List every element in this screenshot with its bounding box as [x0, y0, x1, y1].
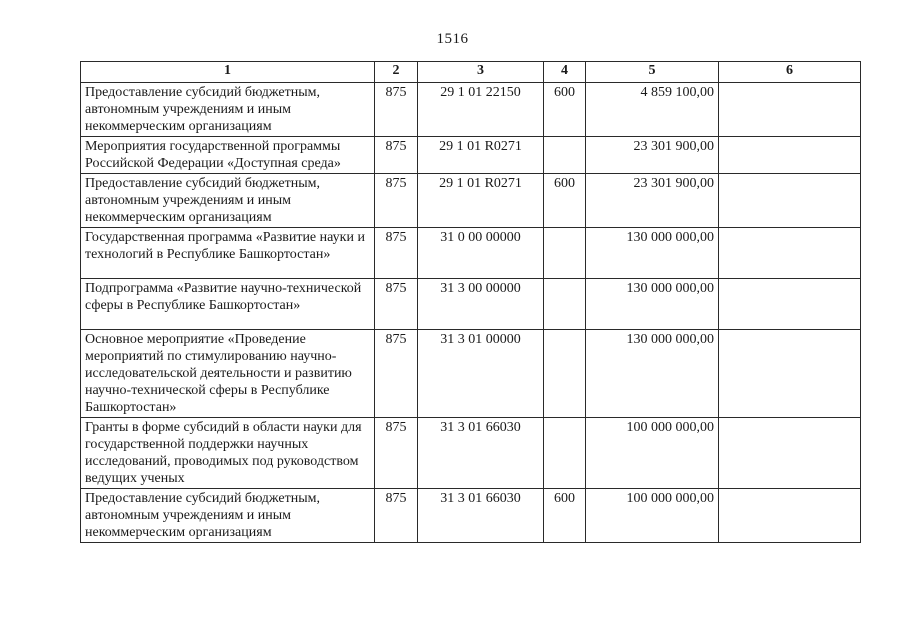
row-name-cell: Предоставление субсидий бюджетным, автономным учреждениям и иным некоммерческим организациям [81, 83, 375, 137]
row-name-cell: Предоставление субсидий бюджетным, автономным учреждениям и иным некоммерческим организациям [81, 489, 375, 543]
row-vr-cell [544, 418, 586, 489]
row-name-cell: Гранты в форме субсидий в области науки для государственной поддержки научных исследований, проводимых под руководством ведущих ученых [81, 418, 375, 489]
table-row [81, 330, 861, 418]
column-header-2: 2 [375, 62, 418, 83]
table-row [81, 489, 861, 543]
column-header-3: 3 [418, 62, 544, 83]
table-row [81, 418, 861, 489]
row-ved-cell: 875 [375, 330, 418, 418]
row-ved-cell: 875 [375, 279, 418, 330]
row-ved-cell: 875 [375, 228, 418, 279]
row-csr-cell: 29 1 01 R0271 [418, 137, 544, 174]
row-vr-cell [544, 137, 586, 174]
row-extra-cell [719, 330, 861, 418]
row-sum-cell: 100 000 000,00 [586, 418, 719, 489]
row-csr-cell: 31 3 00 00000 [418, 279, 544, 330]
table-row [81, 83, 861, 137]
row-ved-cell: 875 [375, 418, 418, 489]
table-body [81, 83, 861, 543]
row-name-cell: Предоставление субсидий бюджетным, автономным учреждениям и иным некоммерческим организациям [81, 174, 375, 228]
table-row [81, 228, 861, 279]
row-vr-cell [544, 279, 586, 330]
row-sum-cell: 4 859 100,00 [586, 83, 719, 137]
row-ved-cell: 875 [375, 174, 418, 228]
row-sum-cell: 130 000 000,00 [586, 279, 719, 330]
row-csr-cell: 29 1 01 22150 [418, 83, 544, 137]
row-csr-cell: 31 3 01 00000 [418, 330, 544, 418]
row-name-cell: Мероприятия государственной программы Российской Федерации «Доступная среда» [81, 137, 375, 174]
table-row [81, 174, 861, 228]
row-extra-cell [719, 489, 861, 543]
table-row [81, 137, 861, 174]
row-name-cell: Подпрограмма «Развитие научно-технической сферы в Республике Башкортостан» [81, 279, 375, 330]
row-name-cell: Государственная программа «Развитие науки и технологий в Республике Башкортостан» [81, 228, 375, 279]
budget-table [80, 61, 861, 543]
row-sum-cell: 130 000 000,00 [586, 330, 719, 418]
table-row [81, 279, 861, 330]
row-extra-cell [719, 83, 861, 137]
row-vr-cell [544, 330, 586, 418]
row-sum-cell: 130 000 000,00 [586, 228, 719, 279]
column-header-6: 6 [719, 62, 861, 83]
row-csr-cell: 29 1 01 R0271 [418, 174, 544, 228]
row-csr-cell: 31 0 00 00000 [418, 228, 544, 279]
row-extra-cell [719, 418, 861, 489]
row-vr-cell: 600 [544, 83, 586, 137]
row-extra-cell [719, 174, 861, 228]
column-header-4: 4 [544, 62, 586, 83]
row-sum-cell: 23 301 900,00 [586, 174, 719, 228]
row-extra-cell [719, 228, 861, 279]
row-ved-cell: 875 [375, 489, 418, 543]
row-vr-cell [544, 228, 586, 279]
page-number: 1516 [436, 31, 469, 47]
row-extra-cell [719, 137, 861, 174]
row-csr-cell: 31 3 01 66030 [418, 418, 544, 489]
column-header-5: 5 [586, 62, 719, 83]
row-sum-cell: 23 301 900,00 [586, 137, 719, 174]
row-ved-cell: 875 [375, 83, 418, 137]
row-csr-cell: 31 3 01 66030 [418, 489, 544, 543]
row-vr-cell: 600 [544, 174, 586, 228]
row-name-cell: Основное мероприятие «Проведение мероприятий по стимулированию научно-исследовательской деятельности и развитию научно-технической сферы в Республике Башкортостан» [81, 330, 375, 418]
row-ved-cell: 875 [375, 137, 418, 174]
row-sum-cell: 100 000 000,00 [586, 489, 719, 543]
row-vr-cell: 600 [544, 489, 586, 543]
table-header-row [81, 62, 861, 83]
row-extra-cell [719, 279, 861, 330]
column-header-1: 1 [81, 62, 375, 83]
